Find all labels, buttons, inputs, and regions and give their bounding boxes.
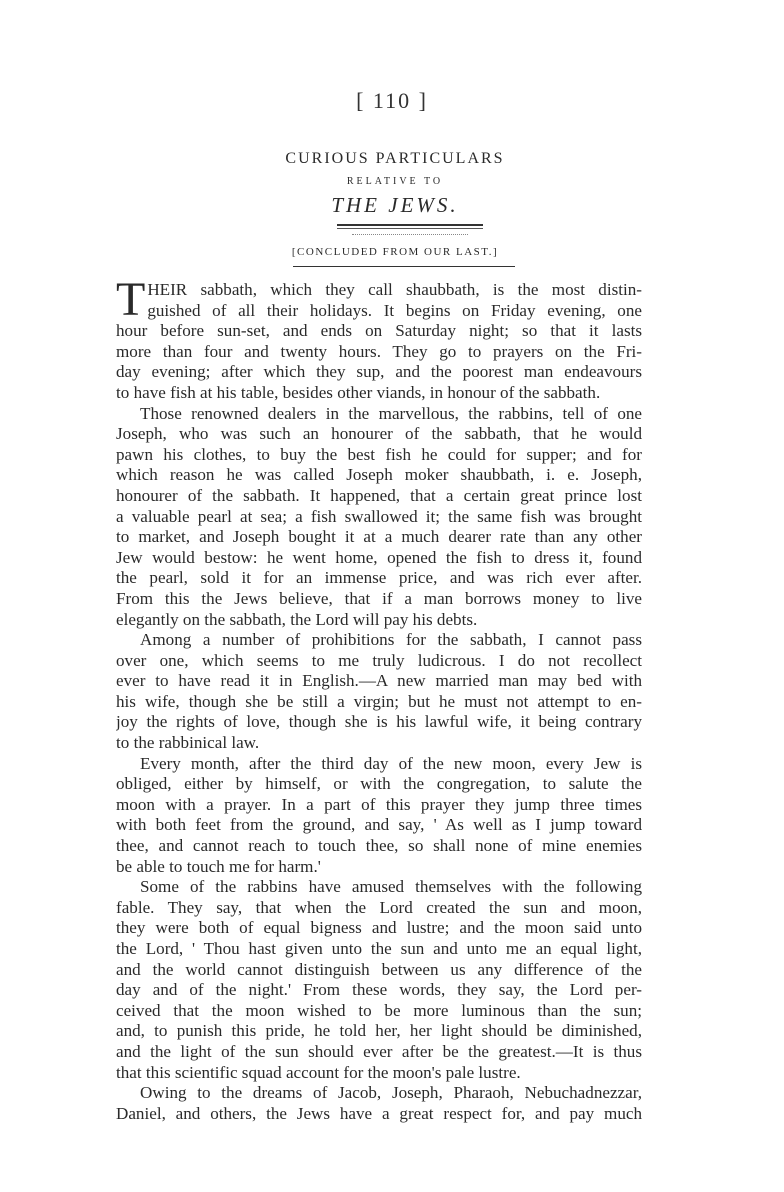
text-line: honourer of the sabbath. It happened, that a certain great prince lost (116, 485, 642, 505)
text-line: Those renowned dealers in the marvellous, the rabbins, tell of one (140, 403, 642, 423)
drop-cap: T (116, 273, 146, 326)
article-title: CURIOUS PARTICULARS (285, 150, 505, 167)
text-line: the Lord, ' Thou hast given unto the sun and unto me an equal light, (116, 939, 642, 958)
note-rule (293, 266, 515, 267)
text-line: his wife, though she be still a virgin; but he must not attempt to en- (116, 691, 642, 711)
text-line: ever to have read it in English.—A new married man may bed with (116, 671, 642, 691)
text-line: they were both of equal bigness and lustre; and the moon said unto (116, 918, 642, 938)
text-line: Joseph, who was such an honourer of the sabbath, that he would (116, 424, 642, 444)
article-heading: THE JEWS. (331, 193, 459, 217)
text-line: be able to touch me for harm.' (116, 856, 321, 876)
text-line: Some of the rabbins have amused themselves with the following (140, 877, 642, 897)
text-line: HEIR sabbath, which they call shaubbath, is the most distin- (147, 280, 642, 299)
text-line: joy the rights of love, though she is his lawful wife, it being contrary (116, 712, 642, 732)
text-line: and, to punish this pride, he told her, her light should be diminished, (116, 1021, 642, 1041)
article-subtitle: RELATIVE TO (346, 176, 444, 187)
heading-rule-thin (337, 228, 483, 229)
text-line: Jew would bestow: he went home, opened the fish to dress it, found (116, 547, 642, 567)
page-number: [ 110 ] (356, 88, 428, 113)
text-line: guished of all their holidays. It begins on Friday evening, one (147, 300, 642, 320)
text-line: to the rabbinical law. (116, 733, 260, 753)
text-line: day and of the night.' From these words, they say, the Lord per- (116, 980, 642, 1000)
text-line: From this the Jews believe, that if a man borrows money to live (116, 588, 642, 608)
text-line: day evening; after which they sup, and the poorest man endeavours (116, 362, 642, 382)
text-line: which reason he was called Joseph moker shaubbath, i. e. Joseph, (116, 465, 642, 485)
heading-rule-dotted (352, 234, 468, 235)
text-line: elegantly on the sabbath, the Lord will pay his debts. (116, 609, 478, 629)
text-line: that this scientific squad account for the moon's pale lustre. (116, 1062, 521, 1082)
text-line: Daniel, and others, the Jews have a great respect for, and pay much (116, 1103, 642, 1123)
text-line: hour before sun-set, and ends on Saturday night; so that it lasts (116, 321, 642, 341)
text-line: Every month, after the third day of the new moon, every Jew is (140, 753, 642, 773)
text-line: a valuable pearl at sea; a fish swallowed it; the same fish was brought (116, 506, 642, 526)
text-line: more than four and twenty hours. They go to prayers on the Fri- (116, 341, 642, 361)
text-line: ceived that the moon wished to be more luminous than the sun; (116, 1000, 642, 1020)
text-line: obliged, either by himself, or with the congregation, to salute the (116, 774, 642, 794)
text-line: to have fish at his table, besides other viands, in honour of the sabbath. (116, 382, 601, 402)
text-line: with both feet from the ground, and say, ' As well as I jump toward (116, 815, 642, 835)
text-line: moon with a prayer. In a part of this prayer they jump three times (116, 794, 642, 814)
concluded-note: [CONCLUDED FROM OUR LAST.] (291, 246, 499, 258)
text-line: and the world cannot distinguish between us any difference of the (116, 959, 642, 979)
article-body (116, 273, 642, 1124)
text-line: the pearl, sold it for an immense price, and was rich ever after. (116, 568, 642, 588)
text-line: fable. They say, that when the Lord created the sun and moon, (116, 897, 642, 917)
text-line: over one, which seems to me truly ludicrous. I do not recollect (116, 650, 642, 670)
text-line: pawn his clothes, to buy the best fish he could for supper; and for (116, 444, 642, 464)
text-line: Among a number of prohibitions for the sabbath, I cannot pass (140, 630, 642, 650)
text-line: to market, and Joseph bought it at a much dearer rate than any other (116, 527, 642, 547)
text-line: thee, and cannot reach to touch thee, so shall none of mine enemies (116, 836, 642, 856)
text-line: and the light of the sun should ever after be the greatest.—It is thus (116, 1041, 642, 1061)
heading-rule-thick (337, 224, 483, 226)
text-line: Owing to the dreams of Jacob, Joseph, Pharaoh, Nebuchadnezzar, (140, 1083, 642, 1103)
